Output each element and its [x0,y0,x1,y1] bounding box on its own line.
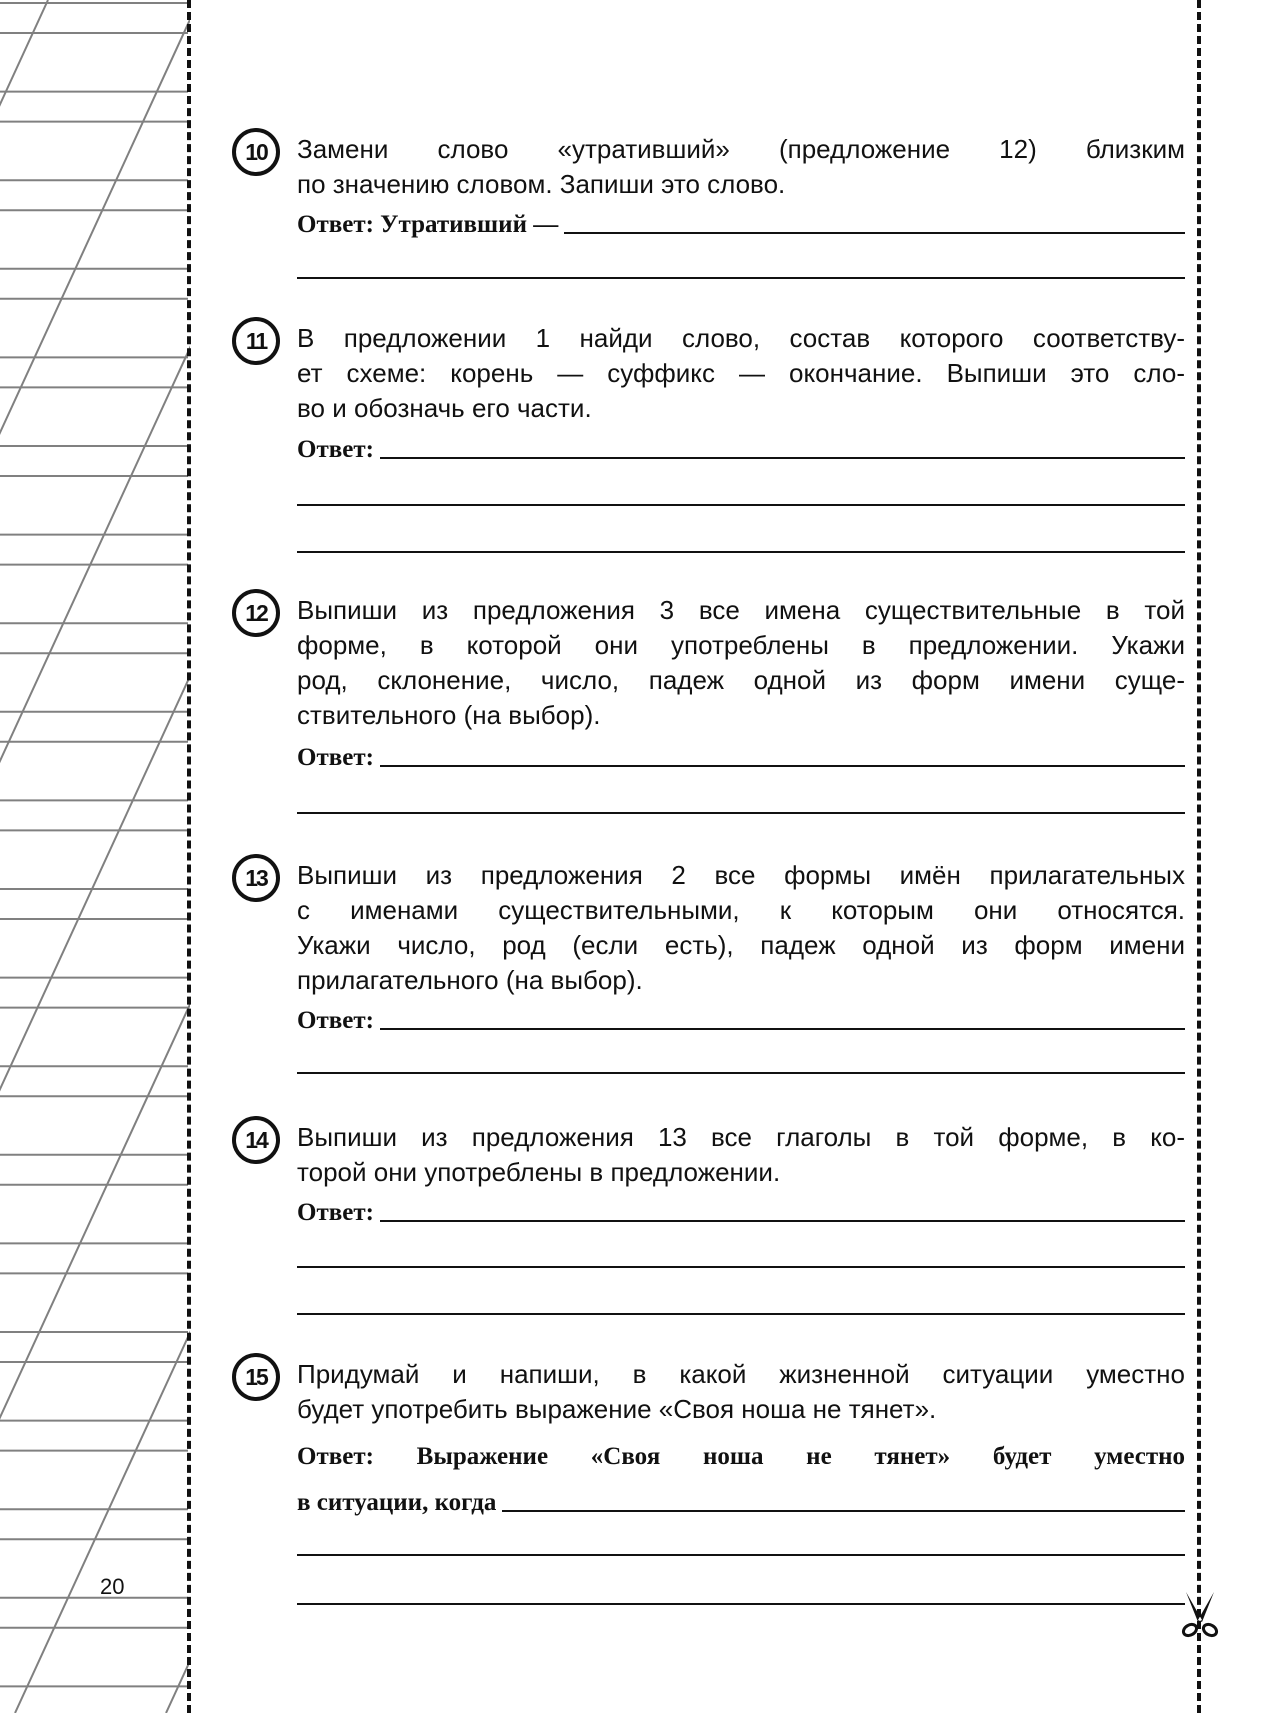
scissors-icon [1180,1590,1220,1640]
task-text-line: с именами существительными, к которым они относятся. [297,895,1185,925]
right-cut-line [1197,0,1201,1713]
answer-line[interactable] [380,1028,1185,1030]
answer-row[interactable] [297,1488,1185,1518]
page-number: 20 [100,1574,125,1599]
task-text-line: род, склонение, число, падеж одной из форм имени суще- [297,665,1185,695]
answer-line[interactable] [297,1603,1185,1605]
margin-slant-line [0,0,190,1713]
answer-row[interactable] [297,1198,1185,1228]
task-number-badge: 12 [232,589,280,637]
answer-line[interactable] [297,551,1185,553]
task-text-line: во и обозначь его части. [297,393,592,423]
answer-line[interactable] [380,457,1185,459]
task-number-badge: 10 [232,128,280,176]
answer-line[interactable] [297,1072,1185,1074]
answer-label-continued: в ситуации, когда [297,1489,497,1516]
margin-slant-line [0,0,190,1713]
task-text-line: ствительного (на выбор). [297,700,601,730]
task-number-badge: 15 [232,1353,280,1401]
answer-line[interactable] [297,504,1185,506]
answer-row [297,1442,1185,1472]
task-text-line: Выпиши из предложения 3 все имена существительные в той [297,595,1185,625]
answer-label: Ответ: [297,1199,374,1226]
answer-row[interactable] [297,435,1185,465]
answer-line[interactable] [564,232,1185,234]
answer-line[interactable] [297,277,1185,279]
task-text-line: Укажи число, род (если есть), падеж одной из форм имени [297,930,1185,960]
margin-slant-line [0,0,190,1713]
task-text-line: ет схеме: корень — суффикс — окончание. Выпиши это сло- [297,358,1185,388]
answer-line[interactable] [380,1220,1185,1222]
answer-line[interactable] [297,1266,1185,1268]
answer-row[interactable] [297,743,1185,773]
task-text-line: будет употребить выражение «Своя ноша не тянет». [297,1394,937,1424]
task-number-badge: 13 [232,854,280,902]
margin-slant-line [15,0,190,1713]
task-text-line: В предложении 1 найди слово, состав которого соответству- [297,323,1185,353]
answer-label: Ответ: Утративший — [297,211,559,238]
task-text-line: по значению словом. Запиши это слово. [297,169,786,199]
answer-line[interactable] [297,1554,1185,1556]
answer-line[interactable] [297,812,1185,814]
task-text-line: Выпиши из предложения 13 все глаголы в той форме, в ко- [297,1122,1185,1152]
task-number-badge: 11 [232,317,280,365]
answer-label: Ответ: Выражение «Своя ноша не тянет» будет уместно [297,1443,1185,1470]
left-cut-line [187,0,191,1713]
answer-label: Ответ: [297,1007,374,1034]
margin-slant-line [0,0,48,1713]
answer-row[interactable] [297,210,1185,240]
task-text-line: торой они употреблены в предложении. [297,1157,781,1187]
task-text-line: форме, в которой они употреблены в предложении. Укажи [297,630,1185,660]
task-text-line: прилагательного (на выбор). [297,965,643,995]
answer-line[interactable] [502,1510,1185,1512]
task-text-line: Придумай и напиши, в какой жизненной ситуации уместно [297,1359,1185,1389]
answer-row[interactable] [297,1006,1185,1036]
task-text-line: Замени слово «утративший» (предложение 12) близким [297,134,1185,164]
handwriting-margin-grid [0,0,190,1713]
task-number-badge: 14 [232,1116,280,1164]
task-text-line: Выпиши из предложения 2 все формы имён прилагательных [297,860,1185,890]
answer-line[interactable] [297,1313,1185,1315]
answer-line[interactable] [380,765,1185,767]
answer-label: Ответ: [297,436,374,463]
answer-label: Ответ: [297,744,374,771]
margin-slant-line [0,0,190,1713]
